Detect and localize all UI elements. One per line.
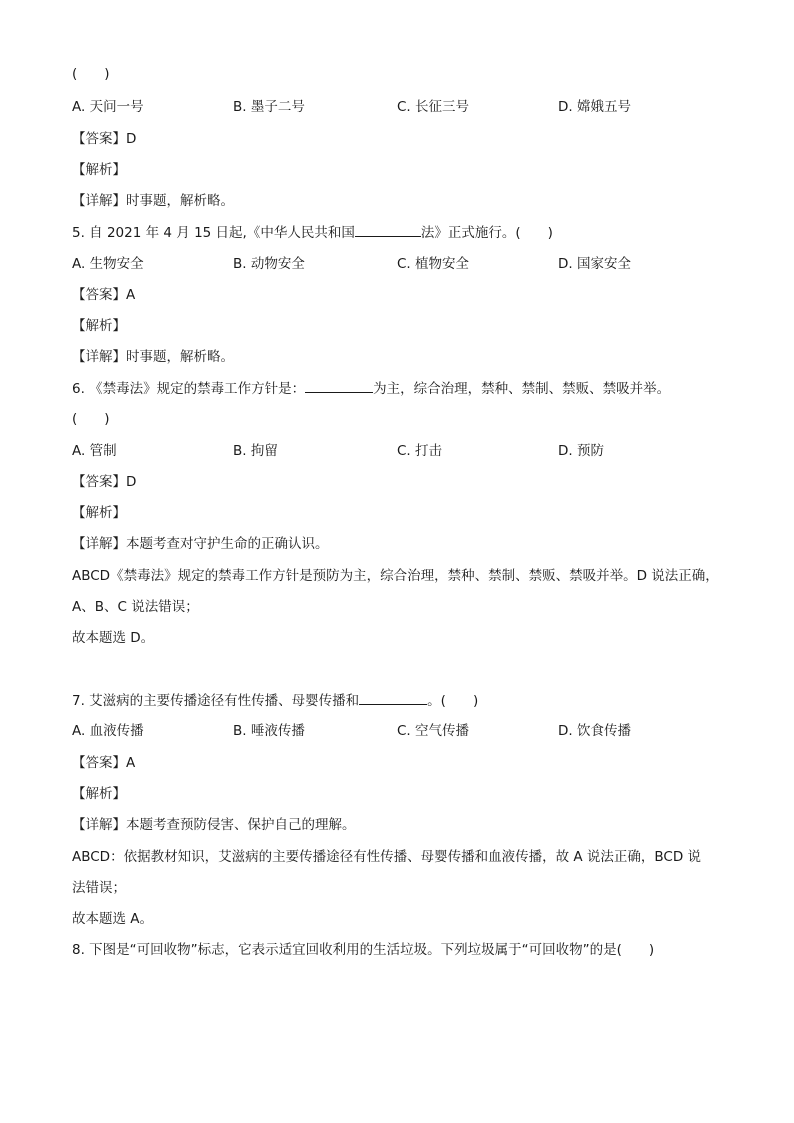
option-letter: D. [558, 723, 573, 739]
option-text: 饮食传播 [576, 723, 631, 739]
option-letter: C. [397, 443, 411, 459]
q4-answer: 【答案】D [72, 131, 137, 147]
fill-in-blank [359, 690, 427, 705]
q4-option-d [558, 97, 631, 117]
q7-answer: 【答案】A [72, 755, 136, 771]
q7-option-a [72, 721, 144, 741]
option-text: 长征三号 [415, 99, 470, 115]
option-text: 动物安全 [250, 256, 305, 272]
q6-stem-end: 为主，综合治理，禁种、禁制、禁贩、禁吸并举。 [373, 381, 671, 397]
option-text: 预防 [576, 443, 604, 459]
q5-stem-start: 5. 自 2021 年 4 月 15 日起,《中华人民共和国 [72, 225, 355, 241]
q7-detail: 【详解】本题考查预防侵害、保护自己的理解。 [72, 817, 356, 833]
q5-analysis: 【解析】 [72, 318, 126, 334]
q7-analysis: 【解析】 [72, 786, 126, 802]
option-letter: C. [397, 99, 411, 115]
q5-stem-end: 法》正式施行。( ) [420, 225, 553, 241]
q7-conclusion: 故本题选 A。 [72, 911, 154, 927]
q6-option-c [397, 441, 442, 461]
q6-option-a [72, 441, 117, 461]
option-text: 血液传播 [89, 723, 144, 739]
option-text: 管制 [89, 443, 117, 459]
q6-conclusion: 故本题选 D。 [72, 630, 155, 646]
q4-analysis: 【解析】 [72, 162, 126, 178]
q8-stem: 8. 下图是“可回收物”标志，它表示适宜回收利用的生活垃圾。下列垃圾属于“可回收物”的是( ) [72, 942, 655, 958]
option-text: 嫦娥五号 [576, 99, 631, 115]
q6-stem [72, 378, 670, 399]
option-letter: D. [558, 256, 573, 272]
q5-answer: 【答案】A [72, 287, 136, 303]
q5-stem [72, 222, 553, 243]
q7-explanation-line-2: 法错误； [72, 880, 126, 896]
option-text: 打击 [415, 443, 443, 459]
option-letter: A. [72, 723, 86, 739]
q6-detail: 【详解】本题考查对守护生命的正确认识。 [72, 536, 329, 552]
q7-option-c [397, 721, 469, 741]
q5-option-c [397, 254, 469, 274]
q7-stem-start: 7. 艾滋病的主要传播途径有性传播、母婴传播和 [72, 693, 360, 709]
q6-option-d [558, 441, 604, 461]
option-text: 生物安全 [89, 256, 144, 272]
q5-option-a [72, 254, 144, 274]
option-letter: B. [233, 256, 247, 272]
q7-stem [72, 690, 478, 711]
fill-in-blank [305, 378, 373, 393]
q6-stem-start: 6. 《禁毒法》规定的禁毒工作方针是： [72, 381, 306, 397]
option-letter: A. [72, 256, 86, 272]
q5-detail: 【详解】时事题，解析略。 [72, 349, 234, 365]
q5-option-d [558, 254, 631, 274]
q6-answer: 【答案】D [72, 474, 137, 490]
option-text: 植物安全 [415, 256, 470, 272]
option-text: 国家安全 [576, 256, 631, 272]
q6-analysis: 【解析】 [72, 505, 126, 521]
option-text: 拘留 [250, 443, 278, 459]
q4-option-c [397, 97, 469, 117]
option-letter: B. [233, 443, 247, 459]
q5-option-b [233, 254, 305, 274]
option-letter: C. [397, 723, 411, 739]
option-letter: A. [72, 443, 86, 459]
q4-detail: 【详解】时事题，解析略。 [72, 193, 234, 209]
option-text: 墨子二号 [250, 99, 305, 115]
option-letter: C. [397, 256, 411, 272]
q7-option-b [233, 721, 305, 741]
q4-option-a [72, 97, 144, 117]
fill-in-blank [355, 222, 421, 237]
option-letter: A. [72, 99, 86, 115]
option-letter: B. [233, 99, 247, 115]
q7-option-d [558, 721, 631, 741]
q7-stem-end: 。( ) [427, 693, 479, 709]
q6-explanation-line-1: ABCD《禁毒法》规定的禁毒工作方针是预防为主，综合治理，禁种、禁制、禁贩、禁吸并举。D 说法正确， [72, 568, 719, 584]
q4-paren: ( ) [72, 66, 110, 82]
option-text: 天问一号 [89, 99, 144, 115]
q6-paren: ( ) [72, 411, 110, 427]
option-letter: D. [558, 99, 573, 115]
option-letter: D. [558, 443, 573, 459]
q7-explanation-line-1: ABCD：依据教材知识，艾滋病的主要传播途径有性传播、母婴传播和血液传播，故 A 说法正确，BCD 说 [72, 849, 702, 865]
q6-explanation-line-2: A、B、C 说法错误； [72, 599, 199, 615]
option-letter: B. [233, 723, 247, 739]
option-text: 唾液传播 [250, 723, 305, 739]
q4-option-b [233, 97, 305, 117]
option-text: 空气传播 [415, 723, 470, 739]
q6-option-b [233, 441, 278, 461]
